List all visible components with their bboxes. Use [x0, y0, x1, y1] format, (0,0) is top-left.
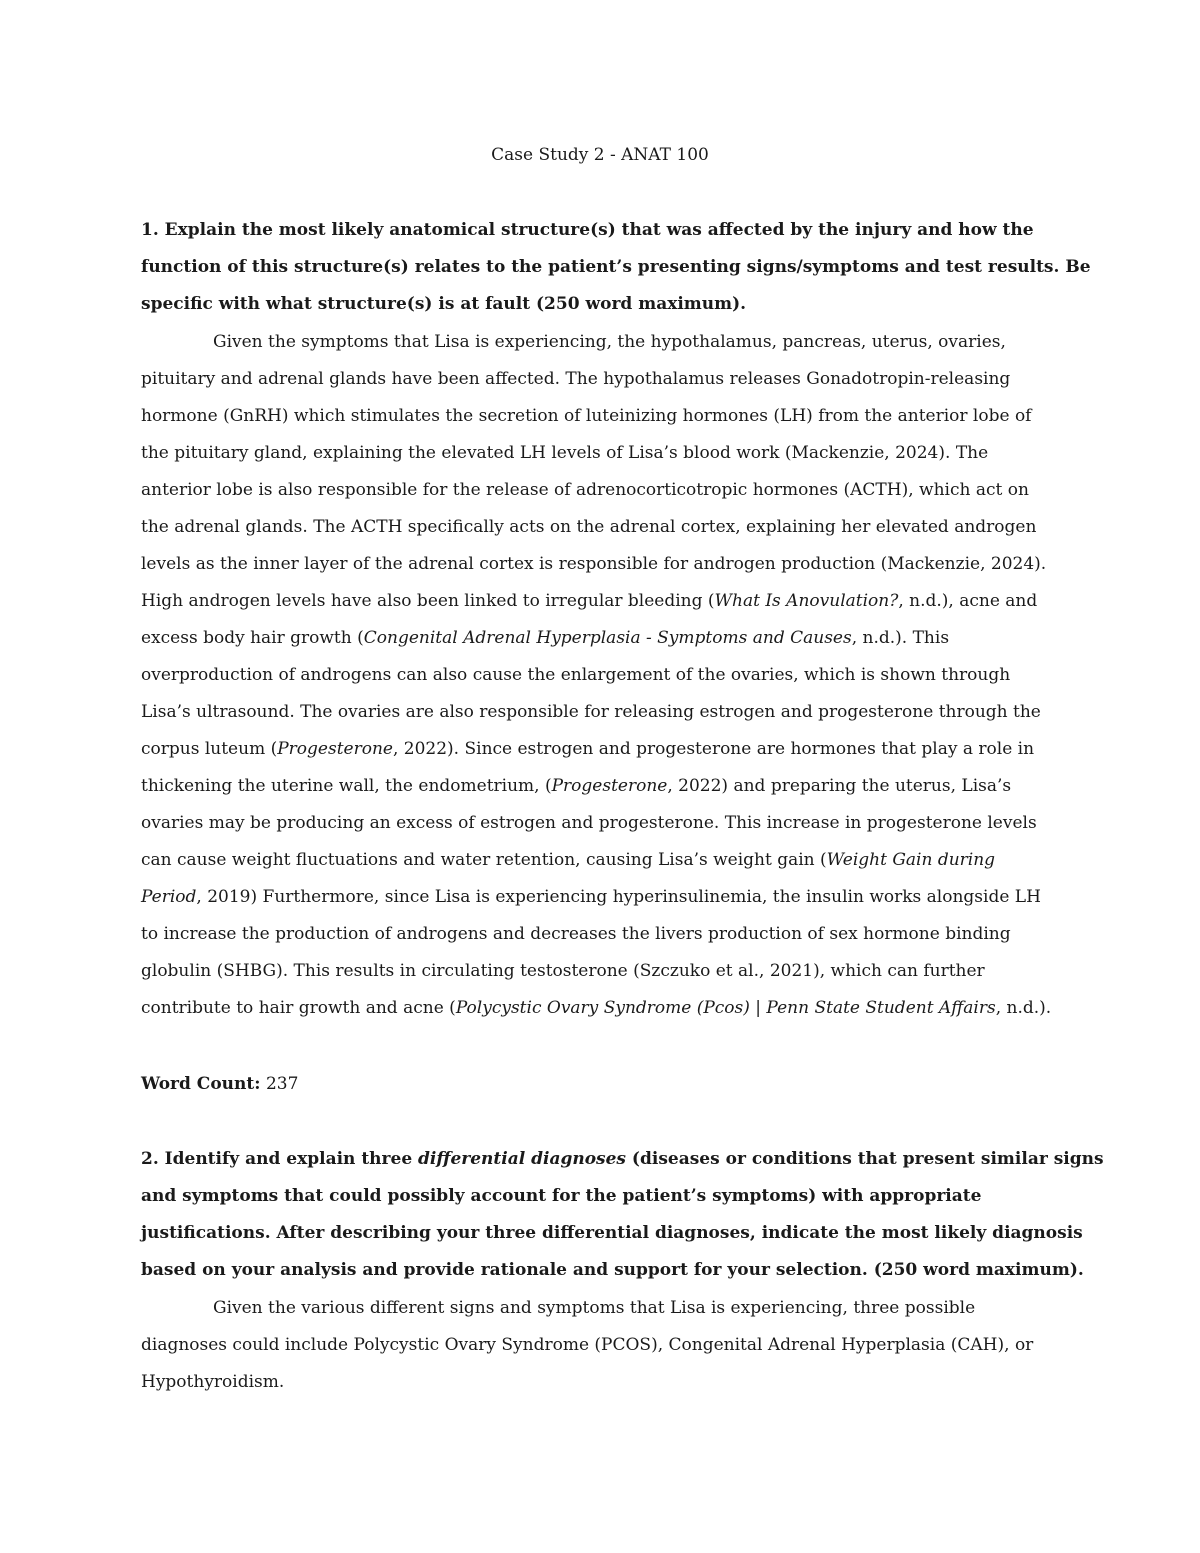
- answer-1-line-12: [141, 737, 1034, 761]
- citation-italic: Congenital Adrenal Hyperplasia - Symptoms and Causes: [363, 628, 852, 648]
- text-run: , n.d.).: [995, 998, 1052, 1018]
- question-2-line-4: based on your analysis and provide rationale and support for your selection. (250 word maximum).: [141, 1260, 1084, 1280]
- emphasis-italic: differential diagnoses: [418, 1149, 627, 1169]
- text-run: (diseases or conditions that present similar signs: [626, 1149, 1104, 1169]
- citation-italic: Period: [141, 887, 197, 907]
- text-run: can cause weight fluctuations and water retention, causing Lisa’s weight gain (: [141, 850, 827, 870]
- answer-1-line-2: pituitary and adrenal glands have been affected. The hypothalamus releases Gonadotropin-releasing: [141, 369, 1011, 389]
- answer-1-line-1: Given the symptoms that Lisa is experiencing, the hypothalamus, pancreas, uterus, ovaries,: [213, 332, 1006, 352]
- citation-italic: Weight Gain during: [826, 850, 996, 870]
- document-title: Case Study 2 - ANAT 100: [491, 145, 709, 165]
- citation-italic: Progesterone: [551, 776, 668, 796]
- question-2-line-2: and symptoms that could possibly account for the patient’s symptoms) with appropriate: [141, 1186, 982, 1206]
- text-run: , 2022) and preparing the uterus, Lisa’s: [667, 776, 1012, 796]
- text-run: , 2022). Since estrogen and progesterone are hormones that play a role in: [392, 739, 1035, 759]
- question-2-line-3: justifications. After describing your three differential diagnoses, indicate the most likely diagnosis: [141, 1223, 1083, 1243]
- citation-italic: Progesterone: [277, 739, 393, 759]
- answer-1-line-15: [141, 848, 995, 872]
- answer-1-line-9: [141, 626, 949, 650]
- word-count: [141, 1072, 298, 1096]
- answer-1-line-4: the pituitary gland, explaining the elevated LH levels of Lisa’s blood work (Mackenzie, 2024). The: [141, 443, 989, 463]
- text-run: corpus luteum (: [141, 739, 278, 759]
- answer-2-line-2: diagnoses could include Polycystic Ovary Syndrome (PCOS), Congenital Adrenal Hyperplasia (CAH), or: [141, 1335, 1034, 1355]
- answer-1-line-3: hormone (GnRH) which stimulates the secretion of luteinizing hormones (LH) from the anterior lobe of: [141, 406, 1032, 426]
- question-1-line-1: 1. Explain the most likely anatomical structure(s) that was affected by the injury and how the: [141, 220, 1034, 240]
- text-run: , 2019) Furthermore, since Lisa is experiencing hyperinsulinemia, the insulin works alongside LH: [196, 887, 1041, 907]
- answer-1-line-13: [141, 774, 1011, 798]
- answer-1-line-17: to increase the production of androgens and decreases the livers production of sex hormone binding: [141, 924, 1011, 944]
- answer-1-line-6: the adrenal glands. The ACTH specifically acts on the adrenal cortex, explaining her elevated androgen: [141, 517, 1037, 537]
- answer-1-line-16: [141, 885, 1041, 909]
- answer-2-line-3: Hypothyroidism.: [141, 1372, 285, 1392]
- text-run: 2. Identify and explain three: [141, 1149, 419, 1169]
- answer-2-line-1: Given the various different signs and symptoms that Lisa is experiencing, three possible: [213, 1298, 976, 1318]
- citation-italic: What Is Anovulation?: [714, 591, 899, 611]
- text-run: , n.d.), acne and: [898, 591, 1038, 611]
- answer-1-line-18: globulin (SHBG). This results in circulating testosterone (Szczuko et al., 2021), which can further: [141, 961, 985, 981]
- answer-1-line-7: levels as the inner layer of the adrenal cortex is responsible for androgen production (Mackenzie, 2024).: [141, 554, 1047, 574]
- text-run: contribute to hair growth and acne (: [141, 998, 456, 1018]
- question-1-line-3: specific with what structure(s) is at fault (250 word maximum).: [141, 294, 747, 314]
- answer-1-line-10: overproduction of androgens can also cause the enlargement of the ovaries, which is shown through: [141, 665, 1011, 685]
- text-run: High androgen levels have also been linked to irregular bleeding (: [141, 591, 715, 611]
- question-2-line-1: [141, 1147, 1104, 1171]
- citation-italic: Polycystic Ovary Syndrome (Pcos) | Penn State Student Affairs: [455, 998, 996, 1018]
- answer-1-line-5: anterior lobe is also responsible for the release of adrenocorticotropic hormones (ACTH), which act on: [141, 480, 1029, 500]
- text-run: thickening the uterine wall, the endometrium, (: [141, 776, 552, 796]
- answer-1-line-11: Lisa’s ultrasound. The ovaries are also responsible for releasing estrogen and progesterone through the: [141, 702, 1041, 722]
- text-run: , n.d.). This: [851, 628, 950, 648]
- answer-1-line-19: [141, 996, 1051, 1020]
- question-1-line-2: function of this structure(s) relates to the patient’s presenting signs/symptoms and test results. Be: [141, 257, 1091, 277]
- word-count-value: 237: [265, 1074, 299, 1094]
- text-run: excess body hair growth (: [141, 628, 364, 648]
- word-count-label: Word Count:: [141, 1074, 261, 1094]
- answer-1-line-8: [141, 589, 1037, 613]
- answer-1-line-14: ovaries may be producing an excess of estrogen and progesterone. This increase in progesterone levels: [141, 813, 1037, 833]
